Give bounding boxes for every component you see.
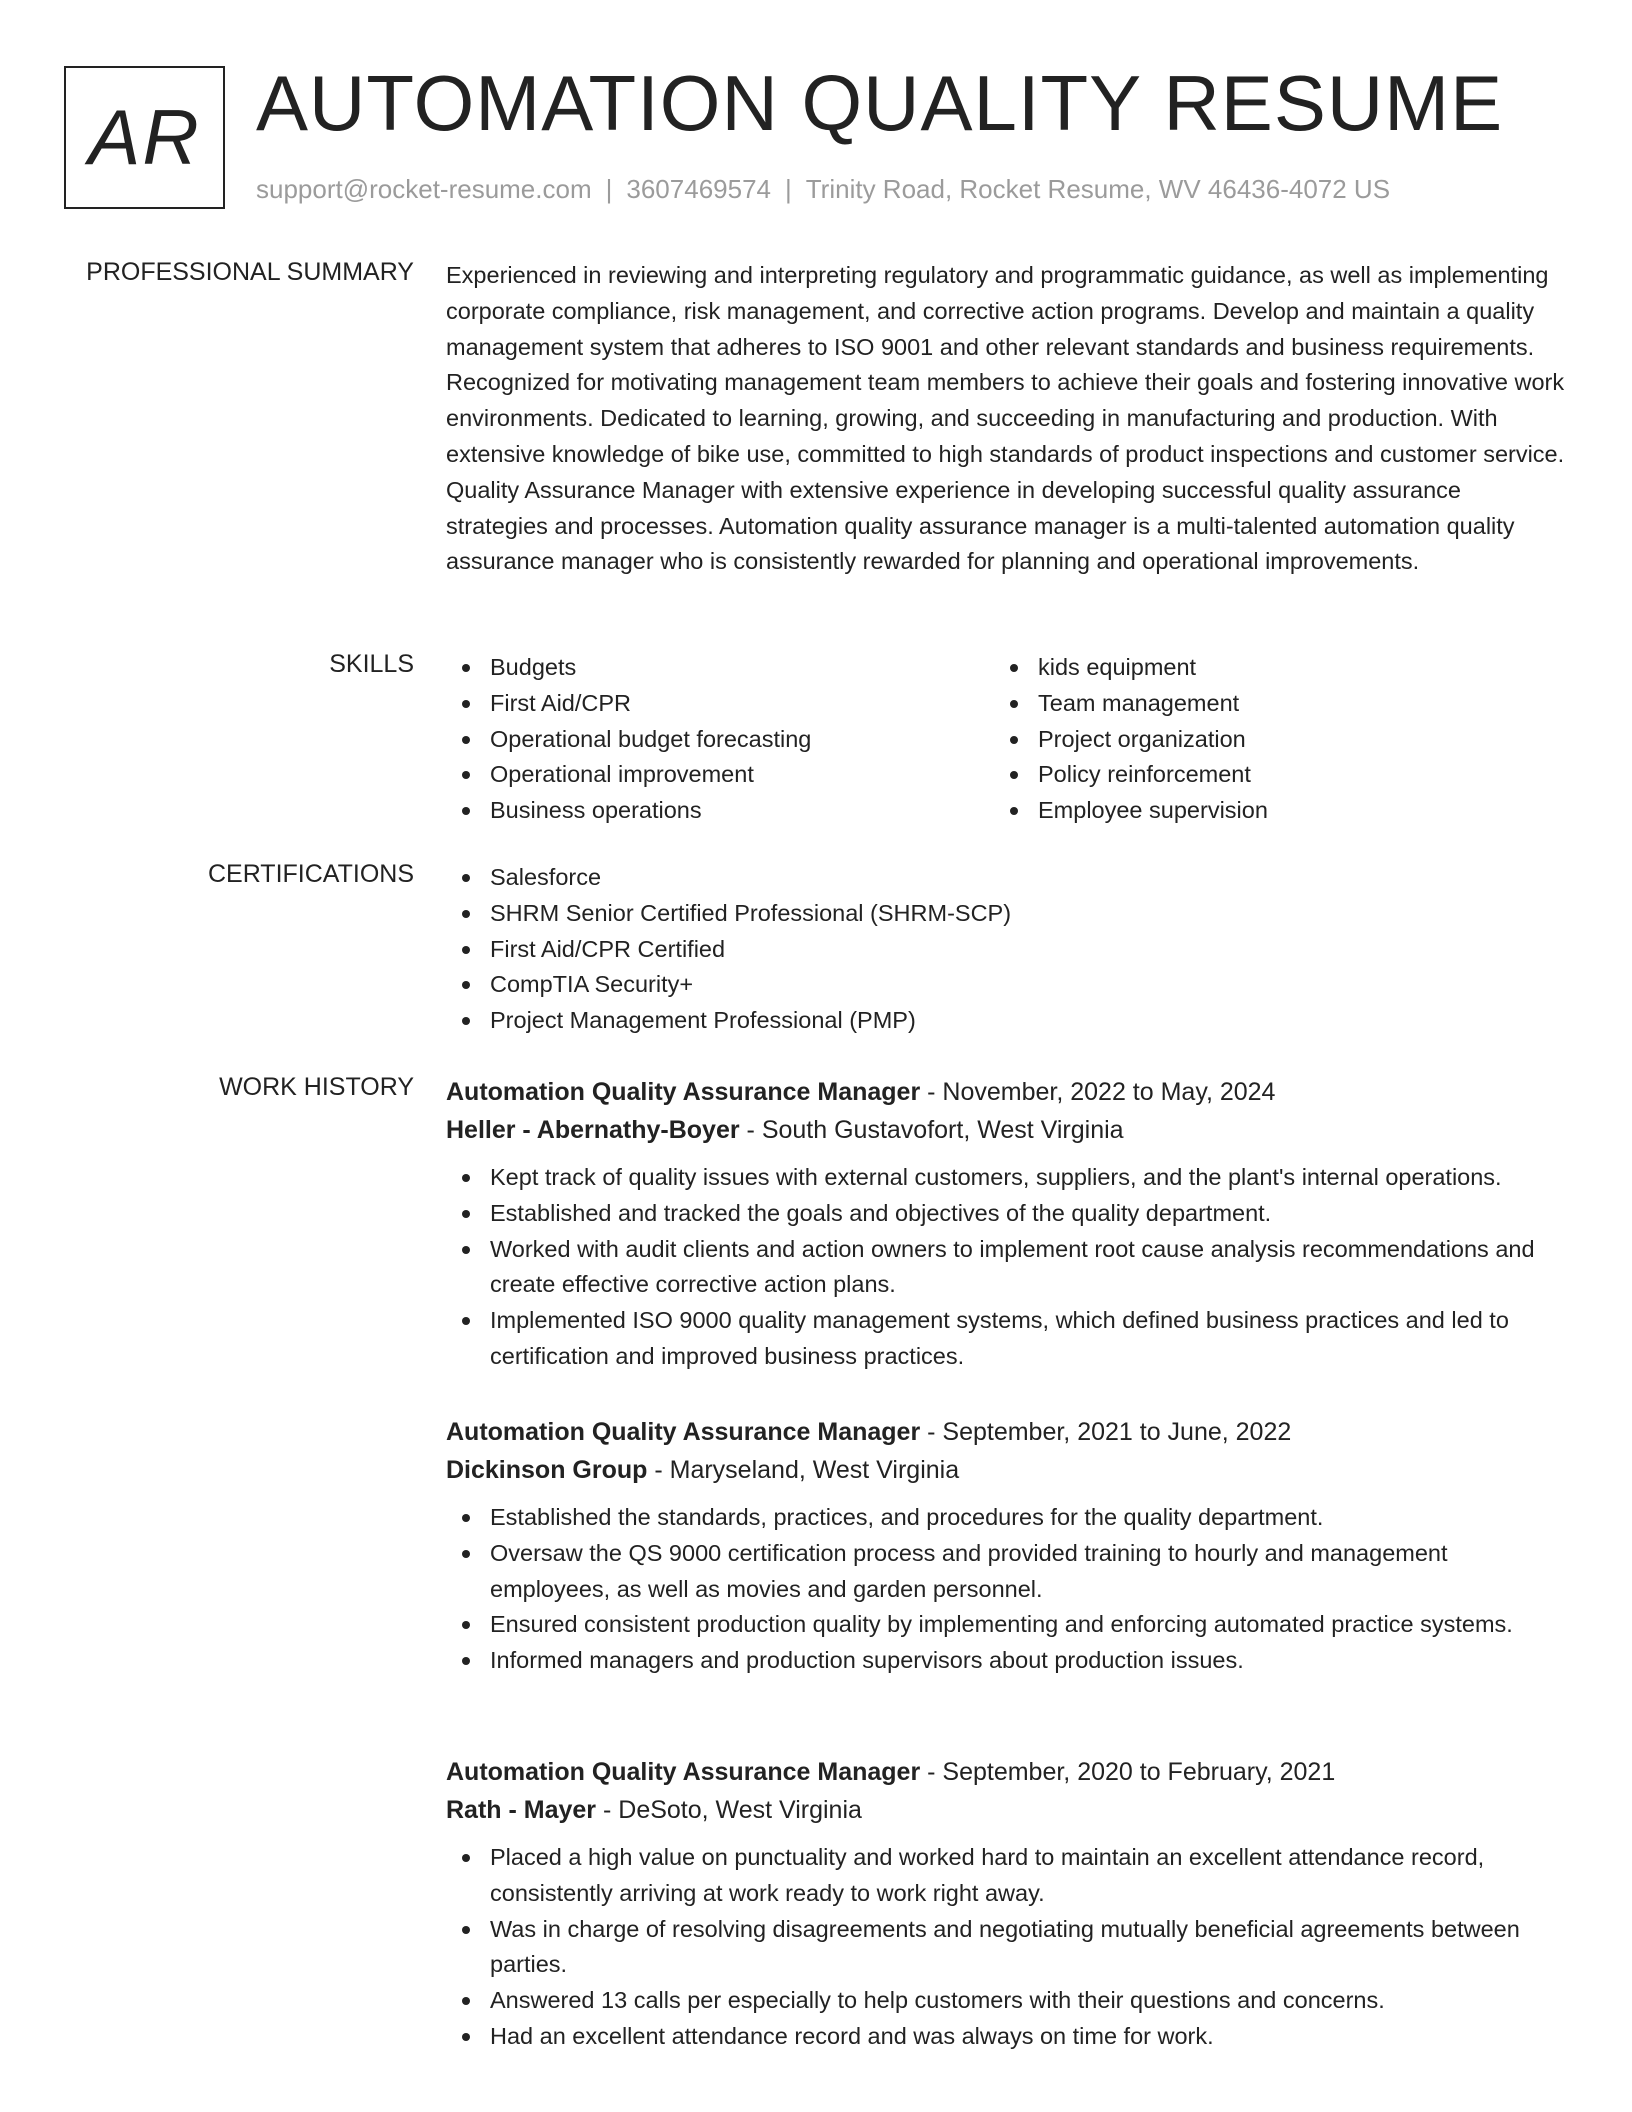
- job-company: Dickinson Group: [446, 1456, 648, 1484]
- job-bullet: Established and tracked the goals and objectives of the quality department.: [446, 1196, 1566, 1232]
- job-entry: [446, 1073, 1566, 1375]
- job-bullets: [446, 1500, 1566, 1679]
- job-bullet: Established the standards, practices, and procedures for the quality department.: [446, 1500, 1566, 1536]
- job-entry: [446, 1753, 1566, 2055]
- job-title-line: [446, 1753, 1566, 1791]
- monogram: [64, 66, 225, 209]
- job-bullets: [446, 1840, 1566, 2055]
- contact-address: Trinity Road, Rocket Resume, WV 46436-4072 US: [805, 174, 1391, 204]
- resume-title: AUTOMATION QUALITY RESUME: [256, 59, 1504, 147]
- skill-item: Policy reinforcement: [994, 757, 1542, 793]
- certification-item: Salesforce: [446, 860, 1566, 896]
- job-dates: - November, 2022 to May, 2024: [927, 1078, 1276, 1106]
- job-dates: - September, 2020 to February, 2021: [927, 1758, 1336, 1786]
- skill-item: Project organization: [994, 722, 1542, 758]
- job-title-line: [446, 1073, 1566, 1111]
- job-location: - South Gustavofort, West Virginia: [746, 1116, 1124, 1144]
- contact-separator: |: [605, 174, 613, 204]
- skills-list-right: [994, 650, 1542, 829]
- job-company: Heller - Abernathy-Boyer: [446, 1116, 740, 1144]
- job-bullet: Answered 13 calls per especially to help customers with their questions and concerns.: [446, 1983, 1566, 2019]
- skill-item: Team management: [994, 686, 1542, 722]
- summary-label: PROFESSIONAL SUMMARY: [86, 258, 414, 286]
- job-bullet: Ensured consistent production quality by implementing and enforcing automated practice systems.: [446, 1607, 1566, 1643]
- job-title: Automation Quality Assurance Manager: [446, 1418, 921, 1446]
- skill-item: Operational budget forecasting: [446, 722, 994, 758]
- job-bullet: Informed managers and production supervisors about production issues.: [446, 1643, 1566, 1679]
- certifications-list: [446, 860, 1566, 1039]
- contact-separator: |: [785, 174, 792, 204]
- certification-item: First Aid/CPR Certified: [446, 932, 1566, 968]
- skill-item: kids equipment: [994, 650, 1542, 686]
- skill-item: Operational improvement: [446, 757, 994, 793]
- contact-email[interactable]: support@rocket-resume.com: [256, 174, 592, 204]
- monogram-initials: AR: [88, 93, 201, 181]
- job-location: - DeSoto, West Virginia: [603, 1796, 862, 1824]
- skills-label: SKILLS: [329, 650, 414, 678]
- job-bullets: [446, 1160, 1566, 1375]
- certification-item: SHRM Senior Certified Professional (SHRM-SCP): [446, 896, 1566, 932]
- job-bullet: Placed a high value on punctuality and worked hard to maintain an excellent attendance record, consistently arriving at work ready to work right away.: [446, 1840, 1566, 1912]
- skill-item: Employee supervision: [994, 793, 1542, 829]
- job-bullet: Was in charge of resolving disagreements and negotiating mutually beneficial agreements between parties.: [446, 1912, 1566, 1984]
- certifications-label: CERTIFICATIONS: [207, 860, 414, 888]
- job-company-line: [446, 1451, 1566, 1489]
- contact-line: [256, 174, 1390, 205]
- job-company-line: [446, 1791, 1566, 1829]
- certification-item: Project Management Professional (PMP): [446, 1003, 1566, 1039]
- job-title: Automation Quality Assurance Manager: [446, 1758, 921, 1786]
- job-bullet: Worked with audit clients and action owners to implement root cause analysis recommendations and create effective corrective action plans.: [446, 1232, 1566, 1304]
- skill-item: First Aid/CPR: [446, 686, 994, 722]
- skill-item: Budgets: [446, 650, 994, 686]
- job-company: Rath - Mayer: [446, 1796, 597, 1824]
- job-company-line: [446, 1111, 1566, 1149]
- skills-list-left: [446, 650, 994, 829]
- job-bullet: Implemented ISO 9000 quality management systems, which defined business practices and led to certification and improved business practices.: [446, 1303, 1566, 1375]
- job-title-line: [446, 1413, 1566, 1451]
- skills-columns: [446, 650, 1566, 829]
- skill-item: Business operations: [446, 793, 994, 829]
- job-dates: - September, 2021 to June, 2022: [927, 1418, 1292, 1446]
- contact-phone[interactable]: 3607469574: [626, 174, 771, 204]
- summary-text: Experienced in reviewing and interpreting regulatory and programmatic guidance, as well as implementing corporate compliance, risk management, and corrective action programs. Develop and maintain a quality management system that adheres to ISO 9001 and other relevant standards and business requirements. Recognized for motivating management team members to achieve their goals and fostering innovative work environments. Dedicated to learning, growing, and succeeding in manufacturing and production. With extensive knowledge of bike use, committed to high standards of product inspections and customer service. Quality Assurance Manager with extensive experience in developing successful quality assurance strategies and processes. Automation quality assurance manager is a multi-talented automation quality assurance manager who is consistently rewarded for planning and operational improvements.: [446, 262, 1565, 575]
- job-bullet: Kept track of quality issues with external customers, suppliers, and the plant's internal operations.: [446, 1160, 1566, 1196]
- job-entry: [446, 1413, 1566, 1679]
- job-title: Automation Quality Assurance Manager: [446, 1078, 921, 1106]
- job-bullet: Oversaw the QS 9000 certification process and provided training to hourly and management employees, as well as movies and garden personnel.: [446, 1536, 1566, 1608]
- work-history-label: WORK HISTORY: [219, 1073, 414, 1101]
- certification-item: CompTIA Security+: [446, 967, 1566, 1003]
- job-bullet: Had an excellent attendance record and was always on time for work.: [446, 2019, 1566, 2055]
- job-location: - Maryseland, West Virginia: [654, 1456, 960, 1484]
